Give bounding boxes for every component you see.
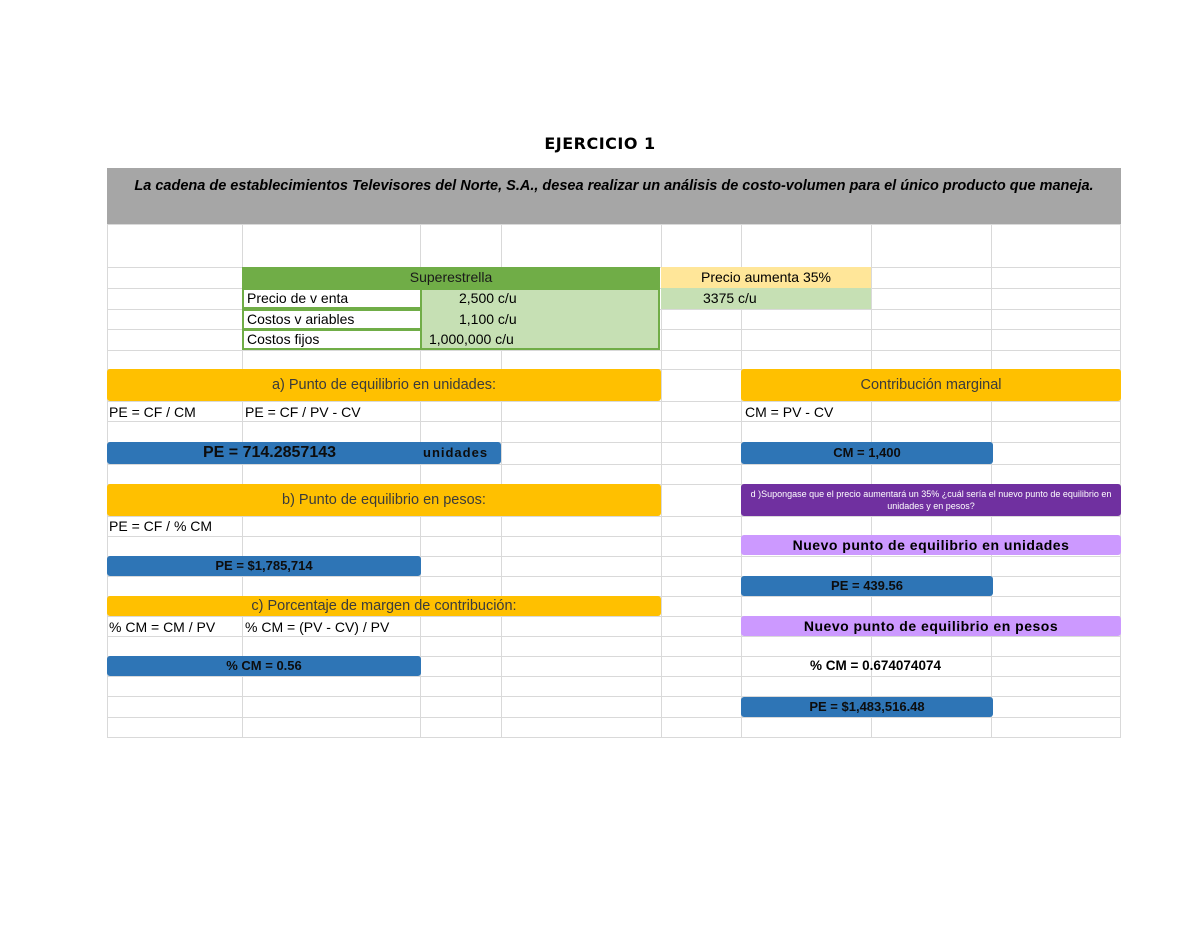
- fixed-costs-value: 1,000,000 c/u: [429, 331, 514, 347]
- section-d-units-result: PE = 439.56: [741, 576, 993, 596]
- section-b-formula: PE = CF / % CM: [109, 518, 213, 534]
- section-c-formula-2: % CM = (PV - CV) / PV: [245, 619, 390, 635]
- cm-formula: CM = PV - CV: [745, 404, 834, 420]
- gridline-horizontal: [107, 516, 1121, 517]
- section-b-heading: b) Punto de equilibrio en pesos:: [107, 484, 661, 516]
- cm-result: CM = 1,400: [741, 442, 993, 464]
- header-banner: La cadena de establecimientos Televisores del Norte, S.A., desea realizar un análisis de costo-volumen para el único producto que maneja.: [107, 168, 1121, 224]
- section-a-formula-2: PE = CF / PV - CV: [245, 404, 361, 420]
- section-d-question: d )Supongase que el precio aumentará un 35% ¿cuál sería el nuevo punto de equilibrio en unidades y en pesos?: [741, 484, 1121, 516]
- variable-costs-label: Costos v ariables: [242, 309, 422, 330]
- gridline-vertical: [1120, 224, 1121, 738]
- page-title: EJERCICIO 1: [544, 134, 656, 153]
- section-d-pesos-result: PE = $1,483,516.48: [741, 697, 993, 717]
- section-b-result: PE = $1,785,714: [107, 556, 421, 576]
- section-d-pct: % CM = 0.674074074: [810, 658, 941, 673]
- gridline-horizontal: [107, 350, 1121, 351]
- price-increase-label: Precio aumenta 35%: [661, 267, 871, 288]
- gridline-horizontal: [107, 717, 1121, 718]
- cm-heading: Contribución marginal: [741, 369, 1121, 401]
- spreadsheet: [107, 168, 1121, 738]
- section-c-formula-1: % CM = CM / PV: [109, 619, 216, 635]
- section-a-result: PE = 714.2857143: [107, 442, 501, 464]
- gridline-horizontal: [107, 401, 1121, 402]
- gridline-horizontal: [107, 421, 1121, 422]
- gridline-horizontal: [107, 224, 1121, 225]
- gridline-vertical: [991, 224, 992, 738]
- section-d-units-heading: Nuevo punto de equilibrio en unidades: [741, 535, 1121, 555]
- price-value: 2,500 c/u: [459, 290, 517, 306]
- gridline-horizontal: [107, 737, 1121, 738]
- variable-costs-value: 1,100 c/u: [459, 311, 517, 327]
- section-a-unit: unidades: [420, 442, 500, 464]
- price-label: Precio de v enta: [242, 288, 422, 309]
- gridline-horizontal: [107, 636, 1121, 637]
- fixed-costs-label: Costos fijos: [242, 329, 422, 350]
- product-name: Superestrella: [242, 267, 660, 288]
- section-d-pesos-heading: Nuevo punto de equilibrio en pesos: [741, 616, 1121, 636]
- gridline-horizontal: [107, 676, 1121, 677]
- gridline-horizontal: [107, 464, 1121, 465]
- section-c-result: % CM = 0.56: [107, 656, 421, 676]
- section-c-heading: c) Porcentaje de margen de contribución:: [107, 596, 661, 616]
- section-a-formula-1: PE = CF / CM: [109, 404, 196, 420]
- price-increase-value: 3375 c/u: [661, 288, 871, 309]
- section-a-heading: a) Punto de equilibrio en unidades:: [107, 369, 661, 401]
